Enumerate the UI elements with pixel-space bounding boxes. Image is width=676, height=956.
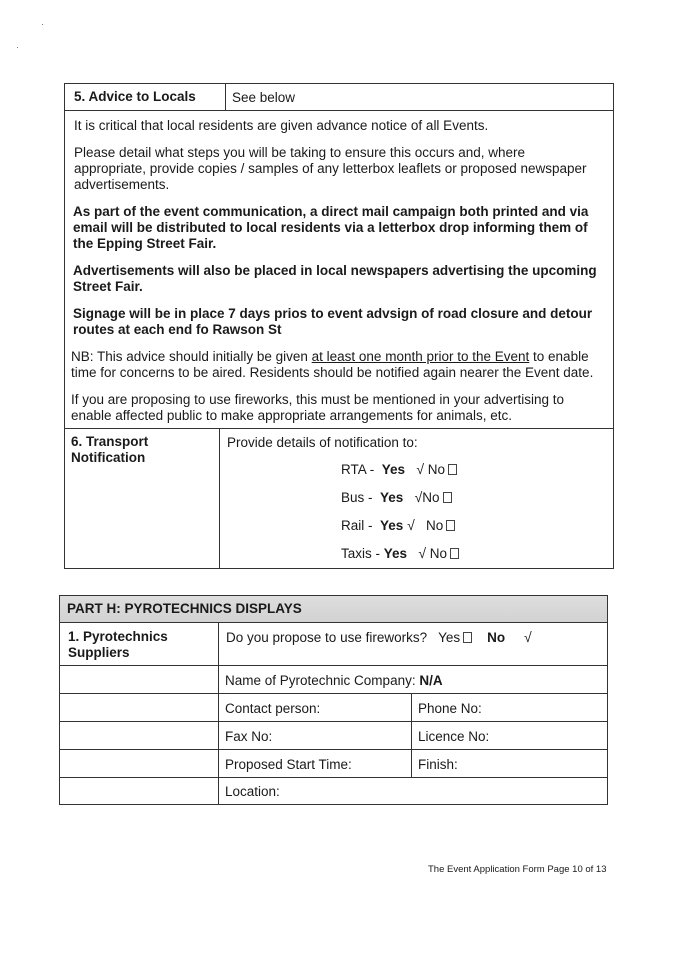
checkbox-icon[interactable] [446,520,455,531]
transport-notification-label: Notification [71,450,146,465]
signage-line: routes at each end fo Rawson St [73,322,282,337]
newspaper-line: Advertisements will also be placed in local newspapers advertising the upcoming [73,263,597,278]
fireworks-note-line: enable affected public to make appropriate arrangements for animals, etc. [71,408,513,423]
pyrotechnics-table [59,595,608,805]
pyrotechnics-suppliers-label: Suppliers [68,645,130,660]
advice-to-locals-label: 5. Advice to Locals [74,89,196,104]
signage-line: Signage will be in place 7 days prios to event advsign of road closure and detour [73,306,593,321]
no-label: No [422,490,440,505]
phone-no-label: Phone No: [418,701,482,716]
scan-speck [42,24,43,25]
transport-agency-label: Rail - [341,518,373,533]
pyrotechnic-company-label: Name of Pyrotechnic Company: [225,673,416,688]
divider [59,622,608,623]
advice-detail-line: appropriate, provide copies / samples of any letterbox leaflets or proposed newspaper [74,161,587,176]
fireworks-question [226,630,532,646]
no-label: No [429,546,448,561]
divider [218,622,219,805]
tick-mark-icon: √ [407,517,415,533]
mail-campaign-line: As part of the event communication, a direct mail campaign both printed and via [73,204,589,219]
part-h-header: PART H: PYROTECHNICS DISPLAYS [67,601,302,616]
nb-underlined-text: at least one month prior to the Event [311,349,530,364]
divider [59,721,608,722]
advice-intro: It is critical that local residents are given advance notice of all Events. [74,118,489,133]
pyrotechnics-suppliers-label: 1. Pyrotechnics [68,629,168,644]
nb-line: time for concerns to be aired. Residents should be notified again nearer the Event date. [71,365,594,380]
transport-row-rta [341,462,457,478]
transport-notification-label: 6. Transport [71,434,149,449]
checkbox-icon[interactable] [463,632,472,643]
yes-label: Yes [438,630,461,645]
finish-label: Finish: [418,757,458,772]
transport-row-taxis [341,546,459,562]
yes-label: Yes [381,462,406,477]
yes-label: Yes [380,490,404,505]
no-label: No [427,462,446,477]
nb-text: to enable [529,349,589,364]
fax-no-label: Fax No: [225,729,273,744]
scan-speck [17,47,18,48]
divider [64,110,614,111]
no-label: No [487,630,506,645]
licence-no-label: Licence No: [418,729,490,744]
newspaper-line: Street Fair. [73,279,143,294]
tick-mark-icon: √ [416,461,425,477]
divider [225,83,226,111]
pyrotechnic-company-value: N/A [419,673,443,688]
checkbox-icon[interactable] [443,492,452,503]
tick-mark-icon: √ [523,629,532,645]
nb-text: NB: This advice should initially be given [71,349,312,364]
divider [59,665,608,666]
transport-agency-label: RTA - [341,462,375,477]
divider [411,693,412,777]
location-label: Location: [225,784,280,799]
advice-to-locals-value: See below [232,90,296,105]
no-label: No [426,518,444,533]
divider [59,777,608,778]
divider [59,749,608,750]
checkbox-icon[interactable] [450,548,459,559]
transport-agency-label: Bus - [341,490,373,505]
yes-label: Yes [380,518,404,533]
nb-line [71,349,589,365]
mail-campaign-line: email will be distributed to local residents via a letterbox drop informing them of [73,220,588,235]
pyrotechnic-company-row [225,673,443,689]
transport-row-bus [341,490,452,506]
tick-mark-icon: √ [414,489,423,505]
fireworks-question-text: Do you propose to use fireworks? [226,630,428,645]
divider [219,428,220,569]
tick-mark-icon: √ [418,545,427,561]
fireworks-note-line: If you are proposing to use fireworks, this must be mentioned in your advertising to [71,392,565,407]
contact-person-label: Contact person: [225,701,321,716]
divider [59,693,608,694]
divider [64,428,614,429]
transport-agency-label: Taxis - [341,546,381,561]
checkbox-icon[interactable] [448,464,457,475]
mail-campaign-line: the Epping Street Fair. [73,236,217,251]
yes-label: Yes [383,546,408,561]
advice-detail-line: advertisements. [74,177,170,192]
advice-detail-line: Please detail what steps you will be taking to ensure this occurs and, where [74,145,525,160]
transport-prompt: Provide details of notification to: [227,435,418,450]
transport-row-rail [341,518,455,534]
page-footer: The Event Application Form Page 10 of 13 [428,864,607,875]
proposed-start-time-label: Proposed Start Time: [225,757,352,772]
